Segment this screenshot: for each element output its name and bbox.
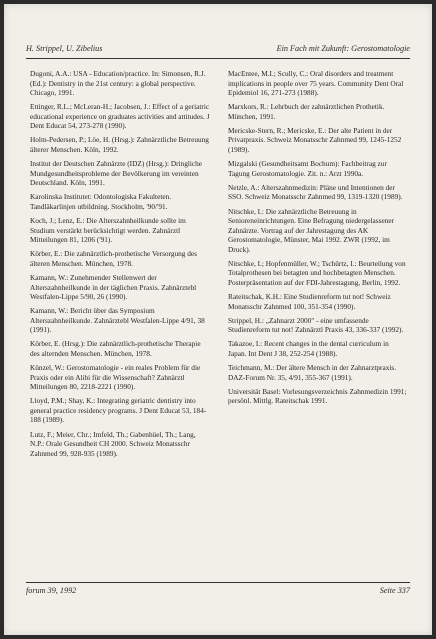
running-footer: [26, 586, 410, 598]
reference-item: Institut der Deutschen Zahnärzte (IDZ) (Hrsg.): Dringliche Mundgesundheitsprobleme der Bevölkerung im vereinten Deutschland. Köln, 1991.: [30, 159, 203, 188]
reference-item: Kamann, W.: Bericht über das Symposium Alterszahnheilkunde. Zahnärztebl Westfalen-Lippe 4/91, 38 (1991).: [30, 306, 205, 335]
footer-page-number: Seite 337: [379, 586, 410, 595]
header-title: Ein Fach mit Zukunft: Gerostomatologie: [276, 44, 410, 53]
references-column-right: [228, 69, 408, 411]
reference-item: Karolinska Institutet: Odontologiska Fakulteten. Tandläkarlinjen utbildning. Stockholm, '90/'91.: [30, 192, 172, 211]
reference-item: Körber, E.: Die zahnärztlich-prothetische Versorgung des älteren Menschen. München, 1978.: [30, 249, 198, 268]
reference-item: Mizgalski (Gesundheitsamt Bochum): Fachbeitrag zur Tagung Gerostomatologie. Zit. n.: Arzt 1990a.: [228, 159, 387, 178]
reference-item: Strippel, H.: „Zahnarzt 2000" - eine umfassende Studienreform tut not! Zahnärztl Praxis 43, 336-337 (1992).: [228, 315, 404, 335]
header-rule: [26, 58, 410, 59]
reference-item: Ettinger, R.L.; McLeran-H.; Jacobsen, J.: Effect of a geriatric educational experience on graduates activities and attitudes. J Dent Educat 54, 273-278 (1990).: [30, 102, 210, 131]
reference-item: Kamann, W.: Zunehmender Stellenwert der Alterszahnheilkunde in der täglichen Praxis. Zahnärztebl Westfalen-Lippe 5/90, 26 (1990).: [30, 273, 197, 302]
reference-item: Körber, E. (Hrsg.): Die zahnärztlich-prothetische Therapie des alternden Menschen. München, 1978.: [30, 339, 201, 359]
references-column-left: [30, 69, 210, 463]
reference-item: Marxkors, R.: Lehrbuch der zahnärztlichen Prothetik. München, 1991.: [228, 102, 385, 121]
reference-item: Nitschke, I.: Die zahnärztliche Betreuung in Senioreneinrichtungen. Eine Befragung niedergelassener Zahnärzte. Vortrag auf der Jahrestagung des AK Gerostomatologie, Münster, Mai 1992. ZWR (1992, im Druck).: [228, 206, 395, 254]
footer-rule: [26, 582, 410, 583]
running-header: [26, 44, 410, 58]
reference-item: Nitschke, I.; Hopfenmüller, W.; Tschürtz, I.: Beurteilung von Totalprothesen bei betagten und hochbetagten Menschen. Posterpräsentation auf der FDI-Jahrestagung, Berlin, 1992.: [228, 258, 406, 287]
reference-item: Netzle, A.: Alterszahnmedizin: Pläne und Intentionen der SSO. Schweiz Monatsschr Zahnmed 99, 1319-1320 (1989).: [228, 182, 403, 202]
reference-item: Künzel, W.: Gerostomatologie - ein reales Problem für die Praxis oder ein Alibi für die Wissenschaft? Zahnärztl Mitteilungen 80, 2218-2221 (1990).: [30, 363, 201, 392]
header-authors: H. Strippel, U. Zibelius: [26, 44, 103, 53]
reference-item: Takazoe, I.: Recent changes in the dental curriculum in Japan. Int Dent J 38, 252-254 (1988).: [228, 339, 389, 359]
reference-item: Mericske-Stern, R.; Mericske, E.: Der alte Patient in der Privatpraxis. Schweiz Monatsschr Zahnmed 99, 1245-1252 (1989).: [228, 125, 402, 155]
reference-item: Lloyd, P.M.; Shay, K.: Integrating geriatric dentistry into general practice residency programs. J Dent Educat 53, 184-188 (1989).: [30, 396, 207, 425]
reference-item: Universität Basel: Vorlesungsverzeichnis Zahnmedizin 1991; persönl. Mittlg. Rateitschak 1991.: [228, 386, 407, 406]
reference-item: Dugoni, A.A.: USA - Education/practice. In: Simonsen, R.J. (Ed.): Dentistry in the 21st century: a global perspective. Chicago, 1991.: [30, 69, 206, 98]
footer-journal: forum 39, 1992: [26, 586, 77, 595]
reference-item: MacEntee, M.I.; Scully, C.: Oral disorders and treatment implications in people over 75 years. Community Dent Oral Epidemiol 16, 271-273 (1988).: [228, 69, 404, 98]
reference-item: Holm-Pedersen, P.; Löe, H. (Hrsg.): Zahnärztliche Betreuung älterer Menschen. Köln, 1992.: [30, 135, 209, 155]
reference-item: Lutz, F.; Meier, Chr.; Imfeld, Th.; Gabenhüel, Th.; Lang, N.P.: Orale Gesundheit CH 2000. Schweiz Monatsschr Zahnmed 99, 928-935 (1989).: [30, 429, 196, 458]
page: [4, 4, 432, 635]
reference-item: Rateitschak, K.H.: Eine Studienreform tut not! Schweiz Monatsschr Zahnmed 100, 351-354 (1990).: [228, 292, 391, 311]
reference-item: Koch, J.; Lenz, E.: Die Alterszahnheilkunde sollte im Studium verstärkt berücksichtigt werden. Zahnärztl Mitteilungen 81, 1206 ('91).: [30, 216, 186, 245]
reference-item: Teichmann, M.: Der ältere Mensch in der Zahnarztpraxis. DAZ-Forum Nr. 35, 4/91, 355-367 (1991).: [228, 363, 397, 382]
